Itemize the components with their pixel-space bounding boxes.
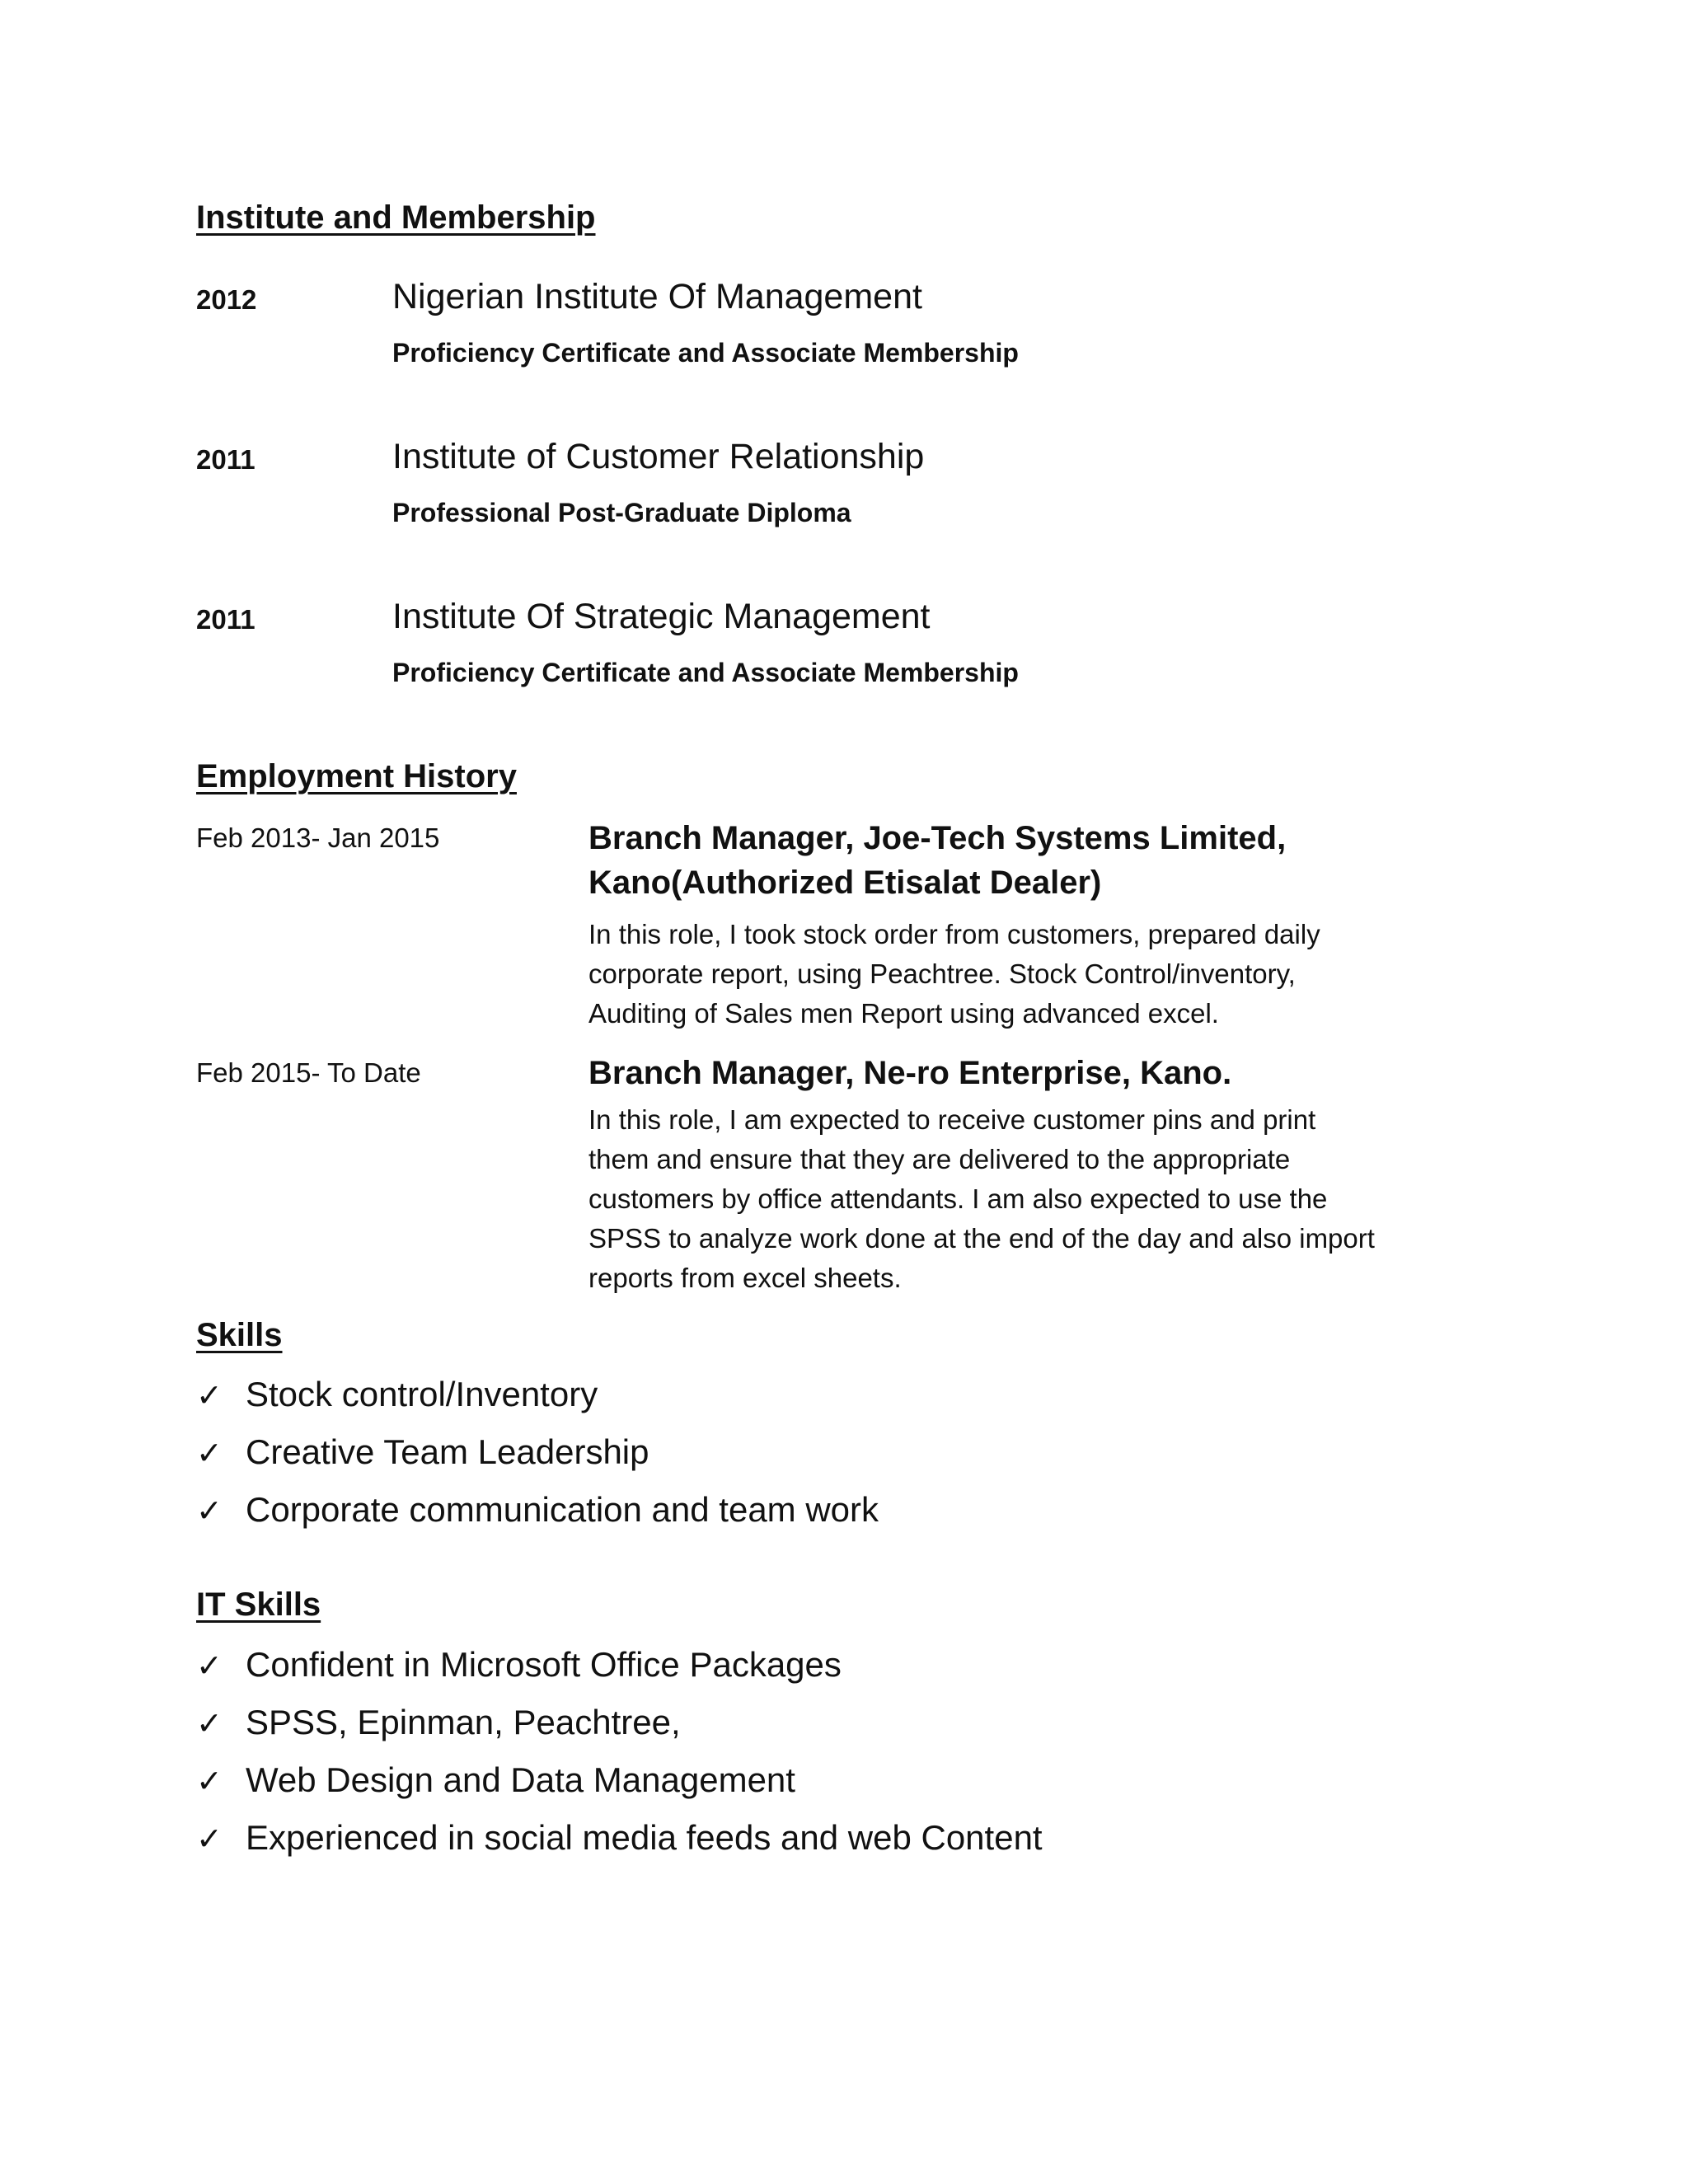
skill-text: Corporate communication and team work	[246, 1490, 879, 1529]
checkmark-icon: ✓	[196, 1436, 223, 1471]
it-skill-item	[196, 1760, 795, 1800]
job-description-line: Auditing of Sales men Report using advanced excel.	[588, 998, 1219, 1029]
skill-text: Creative Team Leadership	[246, 1432, 649, 1471]
institute-year: 2011	[196, 604, 256, 635]
it-skill-text: Confident in Microsoft Office Packages	[246, 1645, 842, 1684]
skill-item	[196, 1375, 598, 1414]
it-skill-text: Experienced in social media feeds and web Content	[246, 1818, 1043, 1857]
job-description-line: reports from excel sheets.	[588, 1263, 902, 1293]
job-title: Branch Manager, Joe-Tech Systems Limited,	[588, 820, 1287, 856]
it-skill-item	[196, 1645, 842, 1685]
institute-certificate: Proficiency Certificate and Associate Membership	[392, 658, 1019, 687]
job-entry	[588, 1051, 1375, 1298]
it-skill-item	[196, 1703, 681, 1742]
institute-year: 2012	[196, 284, 257, 315]
skills-heading: Skills	[196, 1317, 283, 1353]
job-title: Kano(Authorized Etisalat Dealer)	[588, 865, 1102, 901]
institute-name: Institute of Customer Relationship	[392, 437, 925, 476]
it-skill-item	[196, 1818, 1043, 1858]
checkmark-icon: ✓	[196, 1707, 223, 1741]
job-dates: Feb 2015- To Date	[196, 1057, 421, 1088]
it-skills-heading: IT Skills	[196, 1586, 321, 1623]
skill-item	[196, 1490, 879, 1530]
skill-text: Stock control/Inventory	[246, 1375, 598, 1413]
job-description-line: customers by office attendants. I am also expected to use the	[588, 1183, 1328, 1214]
institute-certificate: Proficiency Certificate and Associate Membership	[392, 338, 1019, 368]
checkmark-icon: ✓	[196, 1649, 223, 1684]
checkmark-icon: ✓	[196, 1765, 223, 1799]
institute-certificate: Professional Post-Graduate Diploma	[392, 498, 851, 527]
employment-heading: Employment History	[196, 758, 517, 794]
job-description-line: In this role, I am expected to receive customer pins and print	[588, 1104, 1316, 1135]
checkmark-icon: ✓	[196, 1822, 223, 1857]
it-skill-text: Web Design and Data Management	[246, 1760, 795, 1799]
job-description-line: them and ensure that they are delivered to the appropriate	[588, 1144, 1291, 1174]
checkmark-icon: ✓	[196, 1494, 223, 1529]
checkmark-icon: ✓	[196, 1379, 223, 1413]
institute-heading: Institute and Membership	[196, 199, 596, 236]
job-title: Branch Manager, Ne-ro Enterprise, Kano.	[588, 1055, 1232, 1091]
skill-item	[196, 1432, 649, 1472]
institute-year: 2011	[196, 444, 256, 475]
it-skill-text: SPSS, Epinman, Peachtree,	[246, 1703, 681, 1741]
institute-name: Nigerian Institute Of Management	[392, 277, 922, 316]
job-dates: Feb 2013- Jan 2015	[196, 823, 440, 853]
job-entry	[588, 816, 1320, 1033]
job-description-line: In this role, I took stock order from customers, prepared daily	[588, 919, 1320, 949]
job-description-line: corporate report, using Peachtree. Stock Control/inventory,	[588, 958, 1296, 989]
institute-name: Institute Of Strategic Management	[392, 597, 931, 636]
job-description-line: SPSS to analyze work done at the end of the day and also import	[588, 1223, 1375, 1254]
